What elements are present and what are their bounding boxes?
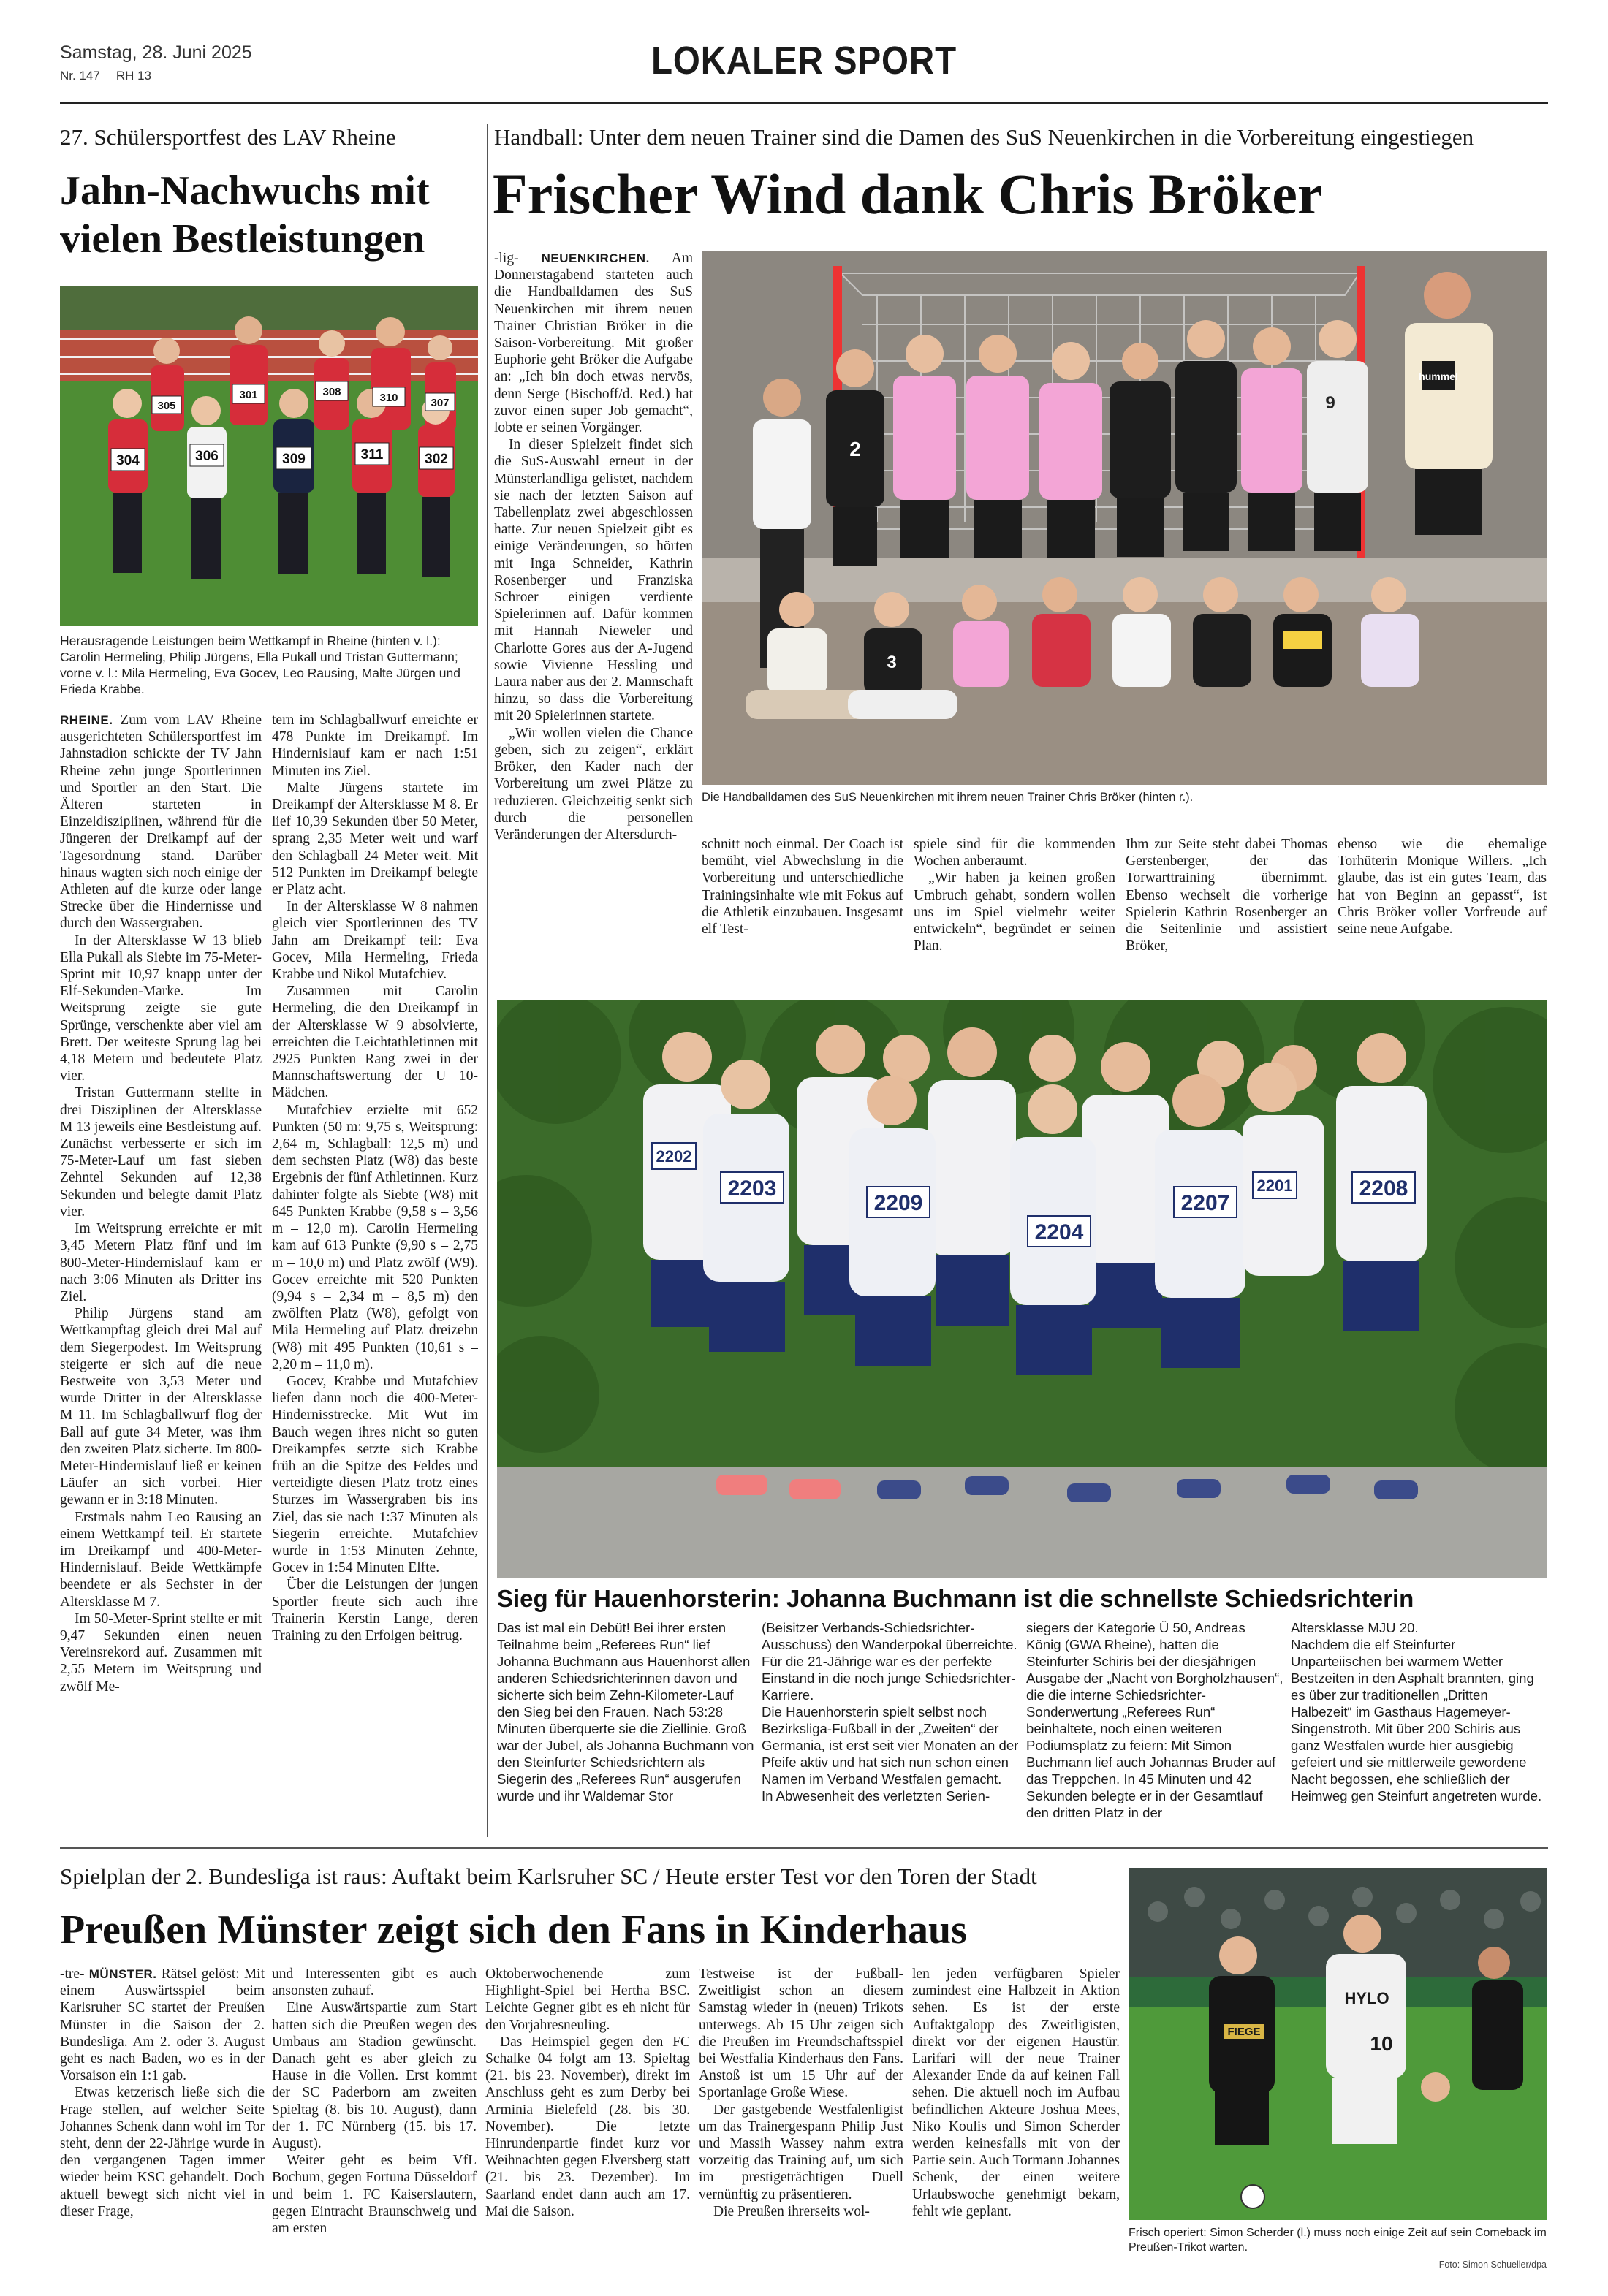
story3-headline: Sieg für Hauenhorsterin: Johanna Buchmann ist die schnellste Schiedsrichterin [497,1585,1414,1612]
story1-paragraph: Über die Leistungen der jungen Sportler freute sich auch ihre Trainerin Kerstin Lange, deren Training zu den Erfolgen beitrug. [272,1577,478,1643]
story1-photo [60,286,478,626]
story3-paragraph: Das ist mal ein Debüt! Bei ihrer ersten Teilnahme beim „Referees Run“ lief Johanna Buchmann aus Hauenhorst allen anderen Schiedsrichterinnen davon und sicherte sich beim Zehn-Kilometer-Lauf den Sieg bei den Frauen. Nach 53:28 Minuten überquerte sie die Ziellinie. Groß war der Jubel, als Johanna Buchmann von den Steinfurter Schiedsrichtern als Siegerin des „Referees Run“ ausgerufen wurde und ihr Waldemar Stor [497,1620,754,1803]
photo-credit: Foto: Simon Schueller/dpa [1438,2259,1547,2270]
story3-column-3 [1026,1619,1283,1837]
story3-paragraph: (Beisitzer Verbands-Schiedsrichter-Ausschuss) den Wanderpokal überreichte. Für die 21-Jährige war es der perfekte Einstand in die noch junge Schiedsrichter-Karriere. [762,1620,1017,1703]
story1-paragraph: Im 50-Meter-Sprint stellte er mit 9,47 Sekunden einen neuen Vereinsrekord auf. Zusammen mit 2,55 Metern im Weitsprung und zwölf Me- [60,1611,262,1695]
bib-label: 2208 [1359,1176,1408,1201]
story4-column-5 [912,1966,1120,2287]
story4-paragraph: Der gastgebende Westfalenligist um das Trainergespann Philip Just und Massih Wassey nahm extra vorzeitig das Training auf, um sich im prestigeträchtigen Duell vernünftig zu präsentieren. [699,2102,903,2202]
jersey-sponsor-text: FIEGE [1227,2026,1261,2038]
story4-paragraph: Oktoberwochenende zum Highlight-Spiel bei Hertha BSC. Leichte Gegner gibt es eh nicht für den Vorjahresneuling. [485,1966,690,2033]
story2-dateline: NEUENKIRCHEN. [541,251,650,265]
story1-caption: Herausragende Leistungen beim Wettkampf in Rheine (hinten v. l.): Carolin Hermeling, Philip Jürgens, Ella Pukall und Tristan Guttermann; vorne v. l.: Mila Hermeling, Eva Gocev, Leo Rausing, Malte Jürgen und Frieda Krabbe. [60,634,460,696]
bib-label: 2202 [656,1147,692,1166]
story4-paragraph: Etwas ketzerisch ließe sich die Frage stellen, auf welcher Seite Johannes Schenk dann wohl im Tor steht, denn der 22-Jährige wurde in den vergangenen Tagen immer wieder beim KSC gehandelt. Doch aktuell bewegt sich nicht viel in dieser Frage, [60,2085,265,2219]
story2-photo [702,251,1547,785]
jersey-number: 2 [849,438,861,460]
story4-paragraph: und Interessenten gibt es auch ansonsten zuhauf. [272,1966,477,1999]
story1-paragraph: In der Altersklasse W 8 nahmen gleich vier Sportlerinnen des TV Jahn am Dreikampf teil: Eva Gocev, Mila Hermeling, Frieda Krabbe und Nikol Mutafchiev. [272,899,478,983]
story1-dateline: RHEINE. [60,713,113,727]
story1-paragraph: Erstmals nahm Leo Rausing an einem Wettkampf teil. Er startete im Dreikampf und 400-Meter-Hindernislauf. Beide Wettkämpfe beendete er als Sechster in der Altersklasse M 7. [60,1509,262,1610]
story4-paragraph: Das Heimspiel gegen den FC Schalke 04 folgt am 13. Spieltag (21. bis 23. November), direkt im Anschluss geht es zum Derby bei Arminia Bielefeld (28. bis 30. November). Die letzte Hinrundenpartie findet kurz vor Weihnachten gegen Elversberg statt (21. bis 23. Dezember). Im Saarland endet dann auch am 17. Mai die Saison. [485,2034,690,2219]
story1-paragraph: Im Weitsprung erreichte er mit 3,45 Metern Platz fünf und im 800-Meter-Hindernislauf kam er nach 3:06 Minuten als Dritter ins Ziel. [60,1221,262,1304]
story4-paragraph: Weiter geht es beim VfL Bochum, gegen Fortuna Düsseldorf und beim 1. FC Kaiserslautern, gegen Eintracht Braunschweig und am ersten [272,2153,477,2237]
story4-dateline: MÜNSTER. [88,1967,157,1981]
story1-paragraph: Zusammen mit Carolin Hermeling, die den Dreikampf in der Altersklasse W 9 absolvierte, erreichten die Leichtathletinnen mit 2925 Punkten Rang zwei in der Mannschaftswertung der U 10-Mädchen. [272,984,478,1101]
jersey-number: 10 [1370,2032,1393,2055]
bib-label: 2209 [873,1191,923,1215]
story1-paragraph: Mutafchiev erzielte mit 652 Punkten (50 m: 9,75 s, Weitsprung: 2,64 m, Schlagball: 12,5 m) und dem sechsten Platz (W8) das beste Ergebnis der fünf Athletinnen. Kurz dahinter folgte als Siebte (W8) mit 645 Punkten Krabbe (9,58 s – 3,56 m – 12,0 m). Carolin Hermeling kam auf 613 Punkte (9,90 s – 2,75 m – 10,0 m) und Platz zwölf (W9). Gocev erreichte mit 520 Punkten (9,94 s – 2,34 m – 8,5 m) den zwölften Platz (W8), gefolgt von Mila Hermeling auf Platz dreizehn (W8) mit 495 Punkten (10,61 s – 2,20 m – 11,0 m). [272,1102,478,1372]
story4-paragraph: len jeden verfügbaren Spieler zumindest eine Halbzeit in Aktion sehen. Es ist der erste Auftaktgalopp des Zweitligisten, direkt vor der eigenen Haustür. Larifari will der neue Trainer Alexander Ende da auf keinen Fall sehen. Die aktuell noch im Aufbau befindlichen Akteure Joshua Mees, Niko Koulis und Simon Scherder werden keinesfalls mit von der Partie sein. Auch Tormann Johannes Schenk, der einen weitere Urlaubswoche genehmigt bekam, fehlt wie geplant. [912,1966,1120,2219]
issue-nr: Nr. 147 [60,69,100,83]
story2-column-1 [494,250,693,856]
section-title: LOKALER SPORT [651,39,957,83]
story4-paragraph: Testweise ist der Fußball-Zweitligist schon an diesem Samstag wieder in (neuen) Trikots unterwegs. Ab 15 Uhr zeigen sich die Preußen im Freundschaftsspiel bei Westfalia Kinderhaus den Fans. Anstoß ist um 15 Uhr auf der Sportanlage Große Wiese. [699,1966,903,2101]
story1-column-2 [272,712,478,1831]
handball-team-photo [702,251,1547,785]
jersey-sponsor-text: HYLO [1344,1989,1389,2007]
section-divider [60,1847,1548,1849]
story4-kicker: Spielplan der 2. Bundesliga ist raus: Auftakt beim Karlsruher SC / Heute erster Test vor den Toren der Stadt [60,1863,1037,1889]
story2-paragraph: „Wir wollen vielen die Chance geben, sich zu zeigen“, erklärt Bröker, den Kader nach der Vorbereitung um zwei Plätze zu reduzieren. Gleichzeitig senkt sich durch die personellen Veränderungen der Altersdurch- [494,725,693,843]
story1-headline-line2: vielen Bestleistungen [60,216,425,262]
jersey-number: 9 [1325,393,1335,413]
story2-author: -lig- [494,251,519,266]
story1-paragraph: RHEINE. Zum vom LAV Rheine ausgerichteten Schülersportfest im Jahnstadion schickte der TV Jahn Rheine zehn junge Sportlerinnen und Sportler an den Start. Die Älteren starteten in Einzeldisziplinen, während für die Jüngeren der Dreikampf auf der Tagesordnung stand. Darüber hinaus wagten sich noch einige der Athleten auf die kurze oder lange Strecke über die Hindernisse und durch den Wassergraben. [60,712,262,932]
bib-label: 304 [116,453,140,468]
story2-paragraph: spiele sind für die kommenden Wochen anberaumt. [914,837,1115,870]
story2-paragraph: In dieser Spielzeit findet sich die SuS-Auswahl erneut in der Münsterlandliga gelistet, nachdem sie nach der letzten Saison auf Tabellenplatz zwei abgeschlossen hatte. Zur neuen Spielzeit gibt es einige Veränderungen, so hörten mit Inga Schneider, Kathrin Rosenberger und Franziska Schroer einigen verdiente Spielerinnen auf. Dafür kommen mit Hannah Nieweler und Charlotte Gores aus der A-Jugend sowie Vivienne Hessling und Laura naber aus der 2. Mannschaft hinzu, so dass die Vorbereitung mit 20 Spielerinnen startete. [494,437,693,724]
bib-label: 2204 [1034,1220,1084,1244]
hummel-logo-text: hummel [1419,370,1458,382]
story2-paragraph: Ihm zur Seite steht dabei Thomas Gerstenberger, der das Torwarttraining übernimmt. Ebenso wechselt die vorherige Spielerin Kathrin Rosenberger an die Seitenlinie und assistiert Bröker, [1126,837,1327,954]
story1-headline-line1: Jahn-Nachwuchs mit [60,168,430,213]
bib-label: 2207 [1180,1191,1230,1215]
story2-column-5 [1338,836,1547,960]
story2-paragraph: „Wir haben ja keinen großen Umbruch gehabt, sondern wollen uns im Spiel vielmehr weiter entwickeln“, begründet er seinen Plan. [914,870,1115,954]
story2-paragraph: schnitt noch einmal. Der Coach ist bemüht, viel Abwechslung in die Vorbereitung und unterschiedliche Trainingsinhalte wie mit Fokus auf die Athletik einzubauen. Insgesamt elf Test- [702,837,903,938]
story2-kicker: Handball: Unter dem neuen Trainer sind die Damen des SuS Neuenkirchen in die Vorbereitung eingestiegen [494,124,1474,150]
athletes-photo [60,286,478,626]
story4-headline: Preußen Münster zeigt sich den Fans in Kinderhaus [60,1907,967,1953]
story3-paragraph: Altersklasse MJU 20. [1291,1620,1419,1635]
bib-label: 310 [379,392,398,404]
column-divider [487,124,488,1837]
story3-paragraph: Die Hauenhorsterin spielt selbst noch Bezirksliga-Fußball in der „Zweiten“ der Germania, ist erst seit vier Monaten an der Pfeife aktiv und hat sich nun schon einen Namen im Verband Westfalen gemacht. [762,1704,1019,1787]
story1-kicker: 27. Schülersportfest des LAV Rheine [60,124,396,150]
bib-label: 309 [282,452,306,467]
bib-label: 305 [157,400,176,412]
story1-paragraph: Tristan Guttermann stellte in drei Disziplinen der Altersklasse M 13 jeweils eine Bestleistung auf. Zunächst verbesserte er sich im 75-Meter-Lauf um fast sieben Zehntel Sekunden auf 12,38 Sekunden und belegte damit Platz vier. [60,1085,262,1220]
story2-column-4 [1126,836,1327,960]
story1-paragraph: Gocev, Krabbe und Mutafchiev liefen dann noch die 400-Meter-Hindernisstrecke. Mit Wut im Bauch wegen ihres nicht so guten Dreikampfes setzte sich Krabbe früh an die Spitze des Feldes und verteidigte diesen Platz trotz eines Sturzes im Wassergraben bis ins Ziel, das sie nach 1:37 Minuten als Siegerin erreichte. Mutafchiev wurde in 1:53 Minuten Zehnte, Gocev in 1:54 Minuten Elfte. [272,1373,478,1576]
story3-paragraph: Nachdem die elf Steinfurter Unparteiischen bei warmem Wetter Bestzeiten in den Asphalt brannten, ging es über zur traditionellen „Dritten Halbezeit“ im Gasthaus Hagemeyer-Singenstroth. Mit über 200 Schiris aus ganz Westfalen wurde hier ausgiebig gefeiert und sie mittlerweile gewordene Nacht begossen, ehe schließlich der Heimweg gen Steinfurt angetreten wurde. [1291,1637,1542,1803]
bib-label: 306 [195,449,219,464]
edition-code: RH 13 [115,69,151,83]
story4-column-1 [60,1966,265,2287]
bib-label: 2201 [1256,1176,1293,1195]
story4-author: -tre- [60,1966,85,1982]
story2-column-3 [914,836,1115,960]
football-action-photo [1129,1868,1547,2220]
story1-paragraph: Philip Jürgens stand am Wettkampftag gleich drei Mal auf dem Siegerpodest. Im Weitsprung steigerte er sich auf die neue Bestweite von 3,53 Meter und wurde Dritter in der Altersklasse M 11. Im Schlagballwurf flog der Ball auf gute 34 Meter, was ihm den zweiten Platz sicherte. Im 800-Meter-Hindernislauf ließ er keinen Läufer an sich vorbei. Hier gewann er in 3:18 Minuten. [60,1306,262,1508]
story3-paragraph: siegers der Kategorie Ü 50, Andreas König (GWA Rheine), hatten die Steinfurter Schiris bei der diesjährigen Ausgabe der „Nacht von Borgholzhausen“, die die interne Schiedsrichter-Sonderwertung „Referees Run“ beinhaltete, noch einen weiteren Podiumsplatz zu feiern: Mit Simon Buchmann lief auch Johannas Bruder auf das Treppchen. In 45 Minuten und 42 Sekunden belegte er in der Gesamtlauf den dritten Platz in der [1026,1620,1283,1820]
story4-column-2 [272,1966,477,2287]
story4-photo [1129,1868,1547,2220]
story1-paragraph: Malte Jürgens startete im Dreikampf der Altersklasse M 8. Er lief 10,39 Sekunden über 50 Meter, sprang 2,35 Meter weit und warf den Schlagball 24 Meter weit. Mit 512 Punkten im Dreikampf belegte er Platz acht. [272,780,478,898]
story3-column-2 [762,1619,1019,1837]
issue-date: Samstag, 28. Juni 2025 [60,42,252,63]
story4-column-3 [485,1966,690,2287]
story2-headline: Frischer Wind dank Chris Bröker [493,162,1323,226]
story3-column-1 [497,1619,754,1837]
masthead-rule [60,102,1548,104]
bib-label: 301 [239,389,258,401]
bib-label: 308 [322,386,341,398]
bib-label: 2203 [727,1176,777,1201]
bib-label: 302 [425,452,448,467]
story1-column-1 [60,712,262,1831]
story2-column-2 [702,836,903,960]
story4-paragraph: -tre- MÜNSTER. Rätsel gelöst: Mit einem Auswärtsspiel beim Karlsruher SC startet der Preußen Münster in die Saison der 2. Bundesliga. Am 2. oder 3. August geht es nach Baden, wo es in der Vorsaison ein 1:1 gab. [60,1966,265,2084]
story3-photo [497,1000,1547,1578]
story3-column-4 [1291,1619,1548,1837]
bib-label: 307 [431,397,450,409]
story4-caption: Frisch operiert: Simon Scherder (l.) muss noch einige Zeit auf sein Comeback im Preußen-Trikot warten. [1129,2227,1547,2254]
story2-paragraph: -lig- NEUENKIRCHEN. Am Donnerstagabend starteten auch die Handballdamen des SuS Neuenkirchen mit ihrem neuen Trainer Christian Bröker in die Saison-Vorbereitung. Mit großer Euphorie geht Bröker die Aufgabe an: „Ich bin doch etwas nervös, denn Serge (Bischoff/d. Red.) hat zuvor einen super Job gemacht“, lobte er seinen Vorgänger. [494,251,693,436]
story1-paragraph: tern im Schlagballwurf erreichte er 478 Punkte im Dreikampf. Im Hindernislauf kam er nach 1:51 Minuten ins Ziel. [272,712,478,779]
story2-paragraph: ebenso wie die ehemalige Torhüterin Monique Willers. „Ich glaube, das ist ein gutes Team, das hat von Beginn an gepasst“, ist Chris Bröker voller Vorfreude auf seine neue Aufgabe. [1338,837,1547,938]
referees-group-photo [497,1000,1547,1578]
jersey-number: 3 [887,653,897,672]
story1-headline [60,167,430,263]
story2-caption: Die Handballdamen des SuS Neuenkirchen mit ihrem neuen Trainer Chris Bröker (hinten r.). [702,791,1194,804]
story1-paragraph: In der Altersklasse W 13 blieb Ella Pukall als Siebte im 75-Meter-Sprint mit 10,97 knapp unter der Elf-Sekunden-Marke. Im Weitsprung zeigte sie gute Sprünge, verschenkte aber viel am Brett. Der weiteste Sprung lag bei 4,18 Metern und bedeutete Platz vier. [60,932,262,1084]
story4-paragraph: Die Preußen ihrerseits wol- [713,2203,870,2219]
story4-column-4 [699,1966,903,2287]
story3-paragraph: In Abwesenheit des verletzten Serien- [762,1788,990,1803]
bib-label: 311 [360,447,384,463]
story4-paragraph: Eine Auswärtspartie zum Start hatten sich die Preußen wegen des Umbaus am Stadion gewünscht. Danach geht es aber gleich zu Hause in die Vollen. Erst kommt der SC Paderborn am zweiten Spieltag (8. bis 10. August), dann der 1. FC Nürnberg (15. bis 17. August). [272,2000,477,2152]
